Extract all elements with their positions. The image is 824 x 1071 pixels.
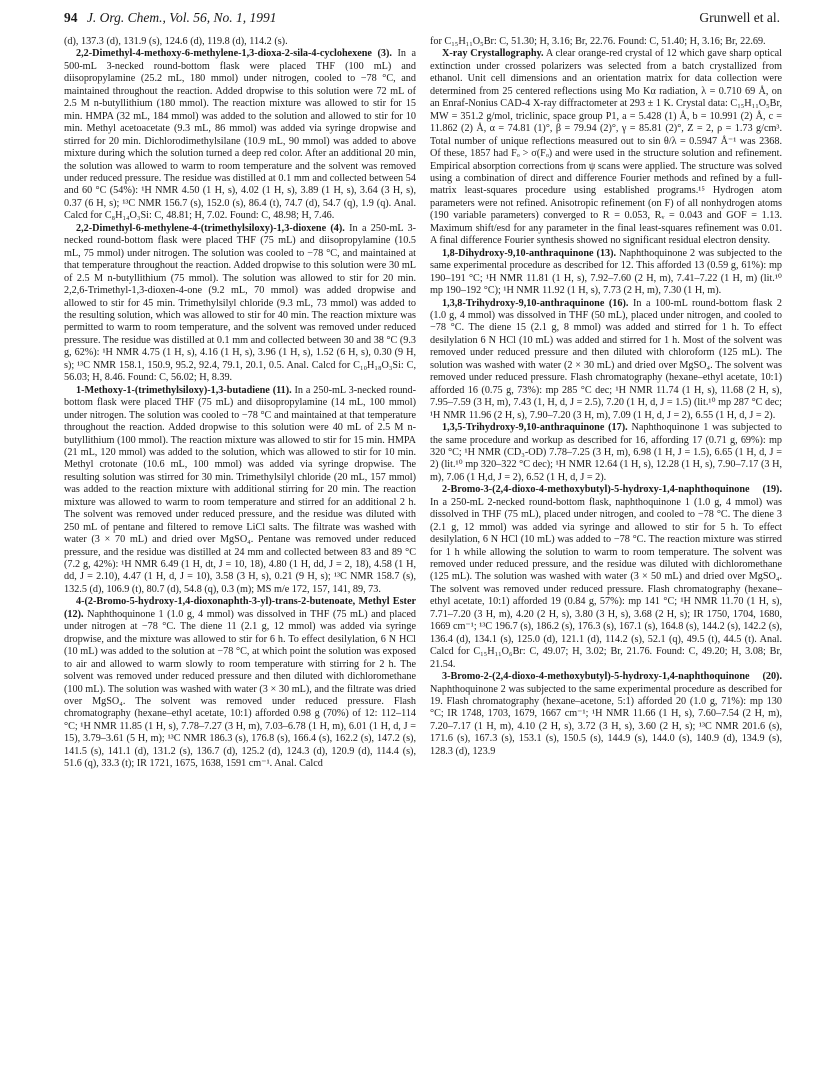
paragraph-body: In a 250-mL 3-necked round-bottom flask were placed THF (75 mL) and diisopropylamine (14 mL, 100 mmol) under nitrogen. The solution was cooled to −78 °C and maintained at that temperature throughout the reaction. Added dropwise to this solution were 40 mL of 2.5 M n-butyllithium (100 mmol). The reaction mixture was allowed to stir for 15 min. HMPA (21 mL, 120 mmol) was added to the solution, which was allowed to stir for 10 min. Methyl crotonate (10.6 mL, 100 mmol) was added via syringe dropwise. The resulting solution was stirred for 30 min. Trimethylsilyl chloride (20 mL, 157 mmol) was added to the reaction mixture with additional stirring for 20 min. The reaction mixture was allowed to warm to room temperature and stirred for an additional 2 h. The solvent was removed under reduced pressure, and the residue was diluted with 250 mL of pentane and filtered to remove LiCl salts. The filtrate was washed with water (3 × 70 mL) and dried over MgSO₄. Pentane was removed under reduced pressure, and the residue was distilled at 24 mm and collected between 83 and 89 °C (7.2 g, 42%): ¹H NMR 6.49 (1 H, dt, J = 10, 18), 4.80 (1 H, dd, J = 2, 18), 4.58 (1 H, dd, J = 2.10), 4.47 (1 H, d, J = 10), 3.58 (3 H, s), 0.21 (9 H, s); ¹³C NMR 158.7 (s), 132.5 (d), 106.9 (t), 80.7 (d), 54.8 (q), 0.3 (m); MS m/e 172, 157, 141, 89, 73. <box>64 384 416 595</box>
paragraph <box>430 36 782 48</box>
paragraph <box>430 298 782 423</box>
compound-heading: 1,8-Dihydroxy-9,10-anthraquinone (13). <box>442 247 617 259</box>
paragraph <box>64 596 416 770</box>
paragraph-body: Naphthoquinone 2 was subjected to the same experimental procedure as described for 19. Flash chromatography (hexane–acetone, 5:1) afforded 20 (1.0 g, 71%): mp 130 °C; IR 1748, 1703, 1679, 1667 cm⁻¹; ¹H NMR 11.66 (1 H, s), 7.60–7.54 (2 H, m), 7.20–7.17 (1 H, m), 4.10 (2 H, s), 3.72 (3 H, s), 3.60 (2 H, s); ¹³C NMR 201.6 (s), 171.6 (s), 167.3 (s), 153.1 (s), 150.5 (s), 144.9 (s), 144.0 (s), 140.9 (d), 134.9 (s), 128.3 (d), 123.9 <box>430 683 782 757</box>
paragraph <box>64 223 416 385</box>
compound-heading: 2,2-Dimethyl-6-methylene-4-(trimethylsiloxy)-1,3-dioxene (4). <box>76 222 345 234</box>
paragraph-body: Naphthoquinone 2 was subjected to the same experimental procedure as described for 12. This afforded 13 (0.59 g, 61%): mp 190–191 °C; ¹H NMR 11.81 (1 H, s), 7.92–7.60 (2 H, m), 7.41–7.22 (1 H, m) (lit.¹⁰ mp 190–192 °C); ¹H NMR 11.92 (1 H, s), 7.73 (2 H, m), 7.30 (1 H, m). <box>430 247 782 297</box>
paragraph-body: In a 250-mL 3-necked round-bottom flask were placed THF (75 mL) and diisopropylamine (10.5 mL, 75 mmol) under nitrogen. The solution was cooled to −78 °C, and maintained at that temperature throughout the reaction. Added dropwise to this solution were 30 mL of 2.5 M n-butyllithium (75 mmol). The solution was allowed to stir for 20 min. 2,2,6-Trimethyl-1,3-dioxen-4-one (9.2 mL, 70 mmol) was added dropwise and allowed to stir for 45 min. Trimethylsilyl chloride (9.3 mL, 73 mmol) was added to the resulting solution, which was allowed to stir for 40 min. The reaction mixture was permitted to warm to room temperature, and the solvent was removed under reduced pressure. The residue was distilled at 0.1 mm and collected between 30 and 38 °C (9.3 g, 62%): ¹H NMR 4.75 (1 H, s), 4.16 (1 H, s), 3.96 (1 H, s), 1.52 (6 H, s), 0.30 (9 H, s); ¹³C NMR 158.1, 150.9, 95.2, 92.4, 79.1, 20.1, 0.5. Anal. Calcd for C₁₀H₁₈O₃Si: C, 56.03; H, 8.46. Found: C, 56.02; H, 8.39. <box>64 222 417 384</box>
paragraph-body: (d), 137.3 (d), 131.9 (s), 124.6 (d), 119.8 (d), 114.2 (s). <box>64 36 288 47</box>
header-authors: Grunwell et al. <box>699 10 780 25</box>
compound-heading: 3-Bromo-2-(2,4-dioxo-4-methoxybutyl)-5-hydroxy-1,4-naphthoquinone (20). <box>442 671 782 683</box>
compound-heading: 4-(2-Bromo-5-hydroxy-1,4-dioxonaphth-3-yl)-trans-2-butenoate, Methyl Ester (12). <box>64 596 416 620</box>
page-header <box>64 10 780 32</box>
paragraph <box>430 422 782 484</box>
paragraph-body: A clear orange-red crystal of 12 which gave sharp optical extinction under crossed polarizers was selected from a batch crystallized from ethanol. Unit cell dimensions and an orientation matrix for data collection were determined from 25 centered reflections using Mo Kα radiation, λ = 0.710 69 Å, on an Enraf-Nonius CAD-4 X-ray diffractometer at 293 ± 1 K. Crystal data: C₁₅H₁₁O₅Br, MW = 351.2 g/mol, triclinic, space group P1, a = 5.428 (1) Å, b = 10.991 (2) Å, c = 11.862 (2) Å, α = 74.81 (1)°, β = 79.94 (2)°, γ = 85.81 (2)°, Z = 2, ρ = 1.73 g/cm³. Total number of unique reflections measured out to sin θ/λ = 0.5947 Å⁻¹ was 2368. Of these, 1857 had Fₒ > σ(Fₒ) and were used in the structure solution and refinement. Empirical absorption corrections from ψ scans were applied. The structure was solved using a combination of direct and difference Fourier methods and refined by a full-matrix least-squares procedure using established programs.¹⁵ Hydrogen atom parameters were not refined. Anisotropic refinement (on F) of all nonhydrogen atoms (190 variable parameters) converged to R = 0.053, Rᵥ = 0.043 and GOF = 1.13. Maximum shift/esd for any parameter in the final least-squares refinement was 0.01. A final difference Fourier synthesis showed no significant residual electron density. <box>430 48 782 247</box>
compound-heading: 1,3,5-Trihydroxy-9,10-anthraquinone (17). <box>442 422 628 434</box>
section-heading: X-ray Crystallography. <box>442 48 544 60</box>
paragraph <box>430 671 782 758</box>
paragraph-body: In a 250-mL 2-necked round-bottom flask, naphthoquinone 1 (1.0 g, 4 mmol) was dissolved in THF (75 mL), placed under nitrogen, and cooled to −78 °C. The diene 3 (2.1 g, 12 mmol) was added via syringe and allowed to stir for 5 h. To effect desilylation, 6 N HCl (10 mL) was added to −78 °C. The reaction mixture was stirred for 1 h while allowing the solution to warm to room temperature. The solvent was removed under reduced pressure, and the residue was diluted with dichloromethane (125 mL). The solution was washed with water (3 × 50 mL) and dried over MgSO₄. The solvent was removed under reduced pressure. Flash chromatography (hexane–ethyl acetate, 10:1) afforded 19 (0.84 g, 57%): mp 141 °C; ¹H NMR 11.70 (1 H, s), 7.71–7.20 (3 H, m), 4.20 (2 H, s), 3.80 (3 H, s), 3.68 (2 H, s); IR 1750, 1704, 1680, 1669 cm⁻¹; ¹³C 196.7 (s), 186.2 (s), 176.3 (s), 167.1 (s), 164.8 (s), 144.2 (s), 142.2 (s), 136.4 (d), 134.1 (s), 125.0 (d), 121.1 (d), 114.2 (s), 52.1 (q), 49.5 (t), 44.5 (t). Anal. Calcd for C₁₅H₁₁O₆Br: C, 49.07; H, 3.02; Br, 21.76. Found: C, 49.20; H, 3.08; Br, 21.54. <box>430 496 782 670</box>
paragraph <box>64 385 416 597</box>
paragraph <box>430 484 782 671</box>
left-column <box>64 36 416 771</box>
paragraph <box>64 48 416 222</box>
journal-citation: J. Org. Chem., Vol. 56, No. 1, 1991 <box>86 10 277 25</box>
compound-heading: 2,2-Dimethyl-4-methoxy-6-methylene-1,3-dioxa-2-sila-4-cyclohexene (3). <box>76 48 392 60</box>
header-left <box>64 10 277 26</box>
page-number: 94 <box>64 10 78 25</box>
compound-heading: 1,3,8-Trihydroxy-9,10-anthraquinone (16). <box>442 297 629 309</box>
paragraph-body: In a 500-mL 3-necked round-bottom flask were placed THF (100 mL) and diisopropylamine (25.2 mL, 180 mmol) under nitrogen, cooled to −78 °C, and maintained throughout the reaction. Added dropwise to this solution were 72 mL of 2.5 M n-butyllithium (180 mmol). The reaction mixture was allowed to stir for 15 min. HMPA (32 mL, 184 mmol) was added to the solution and allowed to stir for 10 min. Methyl acetoacetate (9.3 mL, 86 mmol) was added via syringe dropwise and stirred for 20 min. Dichlorodimethylsilane (10.9 mL, 90 mmol) was added to above mixture during which the solution turned a deep red color. After an additional 20 min, the solution was allowed to warm to room temperature and the solvent was removed under reduced pressure. The residue was distilled at 0.1 mm and collected between 54 and 60 °C (54%): ¹H NMR 4.50 (1 H, s), 4.02 (1 H, s), 3.89 (1 H, s), 3.64 (3 H, s), 0.37 (6 H, s); ¹³C NMR 156.7 (s), 152.0 (s), 86.4 (t), 74.7 (d), 54.7 (q), 1.9 (q). Anal. Calcd for C₈H₁₄O₃Si: C, 48.81; H, 7.02. Found: C, 48.98; H, 7.46. <box>64 48 416 222</box>
paragraph <box>430 48 782 247</box>
paragraph-body: Naphthoquinone 1 (1.0 g, 4 mmol) was dissolved in THF (75 mL) and placed under nitrogen at −78 °C. The diene 11 (2.1 g, 12 mmol) was added via syringe dropwise, and the mixture was allowed to stir for 6 h. To effect desilylation, 6 N HCl (10 mL) was added to the solution at −78 °C, at which point the solution was exposed to air and allowed to warm slowly to room temperature with stirring for 2 h. The solvent was removed under reduced pressure and then diluted with dichloromethane (100 mL). The solution was washed with water (3 × 30 mL), and the filtrate was dried over MgSO₄. The solvent was removed under reduced pressure. Flash chromatography (hexane–ethyl acetate, 10:1) afforded 0.98 g (70%) of 12: 112–114 °C; ¹H NMR 11.85 (1 H, s), 7.78–7.27 (3 H, m), 7.03–6.78 (1 H, m), 6.01 (1 H, d, J = 15), 3.79–3.61 (5 H, m); ¹³C NMR 186.3 (s), 176.8 (s), 166.4 (s), 162.2 (s), 147.2 (s), 141.5 (s), 141.1 (d), 131.2 (s), 136.7 (d), 125.2 (d), 124.3 (d), 120.9 (d), 114.4 (s), 51.6 (q), 33.3 (t); IR 1721, 1675, 1638, 1591 cm⁻¹. Anal. Calcd <box>64 608 416 770</box>
paragraph-body: In a 100-mL round-bottom flask 2 (1.0 g, 4 mmol) was dissolved in THF (50 mL), placed under nitrogen, and cooled to −78 °C. The diene 15 (2.1 g, 8 mmol) was added and stirred for 1 h. To effect desilylation 6 N HCl (10 mL) was added and stirred for 1 h. Most of the solvent was removed under reduced pressure and then diluted with chloroform (125 mL). The solution was washed with water (2 × 30 mL) and dried over MgSO₄. The solvent was removed under reduced pressure. Flash chromatography (hexane–ethyl acetate, 10:1) afforded 16 (0.75 g, 73%): mp 285 °C dec; ¹H NMR 11.74 (1 H, s), 11.68 (2 H, s), 7.95–7.59 (3 H, m), 7.43 (1, H, d, J = 2.5), 7.20 (1 H, d, J = 1.5) (lit.¹⁰ mp 287 °C dec; ¹H NMR 11.96 (2 H, s), 7.90–7.20 (3 H, m), 7.09 (1 H, d, J = 2), 6.55 (1 H, d, J = 2). <box>430 297 782 421</box>
compound-heading: 2-Bromo-3-(2,4-dioxo-4-methoxybutyl)-5-hydroxy-1,4-naphthoquinone (19). <box>442 484 782 496</box>
paragraph <box>430 248 782 298</box>
right-column <box>430 36 782 758</box>
paragraph <box>64 36 416 48</box>
compound-heading: 1-Methoxy-1-(trimethylsiloxy)-1,3-butadiene (11). <box>76 384 292 396</box>
paragraph-body: for C₁₅H₁₁O₅Br: C, 51.30; H, 3.16; Br, 22.76. Found: C, 51.40; H, 3.16; Br, 22.69. <box>430 36 766 47</box>
paragraph-body: Naphthoquinone 1 was subjected to the same procedure and workup as described for 16, affording 17 (0.71 g, 69%): mp 320 °C; ¹H NMR (CD₃-OD) 7.78–7.25 (3 H, m), 6.98 (1 H, J = 1.5), 6.65 (1 H, d, J = 2) (lit.¹⁰ mp 320–322 °C dec); ¹H NMR 12.64 (1 H, s), 12.28 (1 H, s), 7.90–7.17 (3 H, m), 7.06 (1 H,d, J = 2), 6.52 (1 H, d, J = 2). <box>430 422 782 483</box>
